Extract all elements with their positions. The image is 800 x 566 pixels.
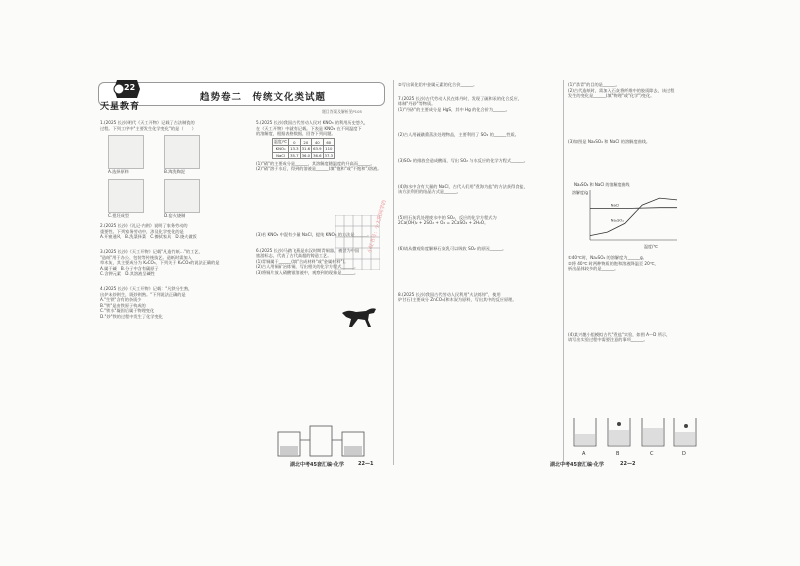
text-line: 2.(2025 长沙)《礼记·内则》说明了家务劳动的: [100, 223, 188, 229]
figure-a: [108, 135, 144, 169]
text-line: 8.(2025 长沙)我国古代劳动人民利用"火法炼锌"，使用: [398, 291, 501, 297]
figure-c: [108, 179, 144, 213]
text-line: 请写出实验过程中需要注意的事项______。: [568, 337, 648, 343]
text-line: 炉甘石(主要成分 ZnCO₃)和木炭为原料，写出其中的反应原理。: [398, 297, 517, 303]
option-label: B.淘洗陶泥: [164, 169, 185, 175]
table-cell: 110: [323, 146, 334, 153]
text-line: 旅游标志，代表了古代高超的铸造工艺。: [256, 253, 332, 259]
table-header: 60: [323, 139, 334, 146]
series-label-1: NaCl: [610, 203, 620, 208]
text-line: (2)古代造纸时，需加入石灰将纤维中的胶质除去，该过程: [568, 87, 675, 93]
text-line: 出炉未炒则生，既炒则熟。"下列说法正确的是: [100, 291, 186, 297]
text-line: (2)"硝"溶于水后，得到的溶液是______(填"饱和"或"不饱和")溶液。: [256, 166, 382, 172]
series-line-0: [590, 198, 677, 236]
text-line: (1)青铜属于______(填"合成材料"或"金属材料")。: [256, 258, 349, 264]
brand-name: 天星教育: [100, 102, 141, 112]
y-axis-label: 溶解度/g: [572, 190, 588, 195]
table-row: [273, 146, 335, 153]
text-line: ②写出氧化铝中金属元素的化合价______。: [398, 82, 478, 87]
footer-right-title: 湖北中考45套汇编·化学: [550, 462, 604, 468]
badge-number: 22: [124, 83, 136, 92]
text-line: (1)"杀青"的目的是______。: [568, 82, 620, 87]
text-line: (3)SO₂ 的排放会造成酸雨，写出 SO₂ 与水反应的化学方程式______。: [398, 157, 528, 163]
text-line: A."生铁"含有的杂质少: [100, 297, 142, 303]
text-line: B."铁"是由铁原子构成的: [100, 302, 146, 308]
table-cell: KNO₃: [273, 146, 289, 153]
left-column: [100, 120, 250, 455]
figure-label: C: [650, 451, 654, 457]
series-label-0: Na₂SO₄: [610, 218, 624, 223]
bronze-horse-icon: [338, 303, 380, 329]
text-line: (1)"硝"的主要成分是______，其溶解度随温度的升高而______。: [256, 160, 375, 166]
figure-label: A: [582, 451, 586, 457]
table-header: 0: [289, 139, 300, 146]
text-line: D."炒"铁的过程中发生了化学变化: [100, 313, 163, 319]
answer-note: 题目答案及解析见P105: [322, 109, 362, 114]
table-cell: 36.0: [301, 152, 311, 158]
text-line: (2)古人用铜矿冶炼铜，写出相关的化学方程式______。: [256, 264, 359, 270]
text-line: (5)用石灰乳处理废水中的 SO₂，反应的化学方程式为: [398, 214, 497, 220]
text-line: 该方法利用的结晶方式是______。: [398, 189, 461, 195]
text-line: ②将 40℃ 时两种物质的饱和溶液降温至 20℃，: [568, 260, 659, 266]
text-line: A.属于碱 B.分子中含有碳原子: [100, 265, 159, 271]
text-line: 析出晶体较多的是______。: [568, 266, 619, 272]
text-line: (1)"丹砂"的主要成分是 HgS，其中 Hg 的化合价为______。: [398, 106, 510, 112]
text-line: 重要性。下列家务劳动中，涉及化学变化的是: [100, 228, 184, 234]
text-line: C."铁水"凝固后属于物理变化: [100, 308, 155, 314]
text-line: (3)将铜片放入硝酸银溶液中，观察到的现象是______。: [256, 269, 359, 275]
text-line: (4)海水中含有大量的 NaCl，古代人们用"煮海为盐"的方法获得食盐，: [398, 183, 528, 189]
beaker-figures: [568, 410, 703, 460]
middle-column: [256, 120, 388, 455]
text-line: 6.(2025 长沙)马踏飞燕是东汉时期青铜器，被誉为中国: [256, 247, 360, 253]
page-divider: [393, 80, 394, 465]
text-line: "造纸"用于办公、包装等传统技艺。造纸时需加入: [100, 254, 192, 260]
column-divider: [563, 80, 564, 465]
table-cell: NaCl: [273, 152, 289, 159]
x-axis-label: 温度/℃: [644, 244, 658, 249]
option-label: D.窑火烧制: [164, 213, 186, 219]
text-line: (3)如图是 Na₂SO₄ 和 NaCl 的溶解度曲线。: [568, 138, 651, 144]
table-cell: 36.6: [313, 152, 322, 158]
table-cell: 13.3: [290, 146, 299, 152]
text-line: 炼制"丹砂"等物质。: [398, 101, 436, 107]
chart-title: Na₂SO₄ 和 NaCl 的溶解度曲线: [574, 182, 630, 187]
text-line: 1.(2025 长沙)明代《天工开物》记载了古法制瓷的: [100, 120, 195, 125]
table-header: 温度/℃: [274, 139, 288, 144]
figure-label: D: [682, 451, 686, 457]
footer-left-title: 湖北中考45套汇编·化学: [290, 462, 344, 468]
text-line: (3)若 KNO₃ 中混有少量 NaCl，提纯 KNO₃ 的方法是______。: [256, 231, 372, 237]
text-line: 2Ca(OH)₂ + 2SO₂ + O₂ = 2CaSO₄ + 2H₂O。: [398, 220, 489, 226]
solubility-chart: [572, 180, 682, 250]
text-line: 草木灰，其主要成分为 K₂CO₃，下列关于 K₂CO₃的说法正确的是: [100, 260, 220, 266]
text-line: 在《天工开物》中就有记载。下表是 KNO₃ 在不同温度下: [256, 125, 362, 131]
text-line: A.开窗通风 B.洗菜择菜 C.擦拭家具 D.烧火做饭: [100, 234, 197, 240]
text-line: 3.(2025 长沙)《天工开物》记载"凡造竹纸…"的工艺，: [100, 248, 203, 254]
table-header: 40: [312, 139, 323, 146]
solubility-table: [272, 138, 335, 159]
apparatus-figure: [270, 420, 370, 460]
right-column-b-lower: [568, 255, 703, 405]
text-line: 7.(2025 长沙)古代劳动人民在炼丹时，发现了硫和汞的化合反应，: [398, 95, 522, 101]
option-label: A.选择原料: [108, 169, 129, 175]
watermark-stamp: 小红书号：小太阳同学的: [366, 199, 388, 254]
text-line: 过程。下列工序中"主要发生化学变化"的是（ ）: [100, 125, 196, 131]
figure-d: [164, 179, 200, 213]
series-line-1: [590, 208, 677, 209]
figure-label: B: [616, 451, 620, 457]
right-column-a: [398, 82, 558, 462]
text-line: C.含钾元素 D.其溶液呈碱性: [100, 271, 155, 277]
figure-b: [164, 135, 200, 169]
text-line: (2)古人用硫磺熏蒸法处理物品，主要利用了 SO₂ 的______性质。: [398, 132, 519, 138]
table-cell: 37.3: [324, 152, 334, 158]
page-title: 趋势卷二 传统文化类试题: [200, 92, 327, 103]
text-line: 的溶解度，根据表格数据，回答下列问题。: [256, 131, 336, 137]
table-cell: 31.6: [301, 146, 311, 152]
text-line: 发生的变化是______(填"物理"或"化学")变化。: [568, 93, 655, 99]
text-line: (6)请从微观角度解释石灰乳可以吸收 SO₂ 的原因______。: [398, 245, 507, 251]
text-line: ①40℃时，Na₂SO₄ 的溶解度为______g。: [568, 255, 647, 260]
table-cell: 63.9: [313, 146, 322, 152]
footer-left-page: 22—1: [358, 461, 374, 467]
text-line: 5.(2025 长沙)我国古代劳动人民对 KNO₃ 的利用历史悠久，: [256, 120, 369, 125]
table-cell: 35.7: [290, 152, 299, 158]
option-label: C.捏坯成型: [108, 213, 130, 219]
footer-right-page: 22—2: [620, 461, 636, 467]
text-line: (4)某兴趣小组模拟古代"煮盐"实验，如图 A～D 所示，: [568, 331, 671, 337]
text-line: 4.(2025 长沙)《天工开物》记载："凡铁分生熟，: [100, 285, 193, 291]
table-header: 20: [300, 139, 311, 146]
table-row: [273, 152, 335, 159]
q1-figures: [100, 131, 250, 223]
